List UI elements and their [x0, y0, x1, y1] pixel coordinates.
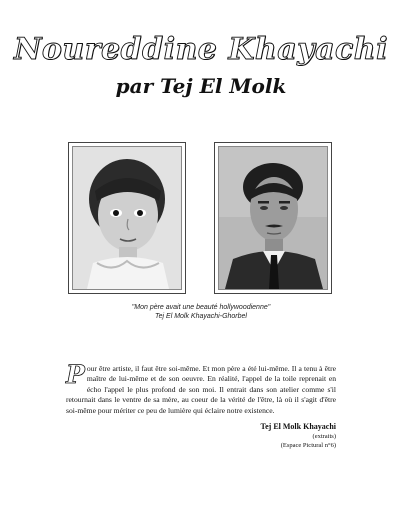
signature-name: Tej El Molk Khayachi — [260, 422, 336, 431]
signature-source: (Espace Pictural n°6) — [280, 442, 336, 449]
signature-note: (extraits) — [312, 433, 336, 440]
page-title: Noureddine Khayachi — [14, 32, 388, 67]
man-photo — [218, 146, 328, 290]
page-subtitle: par Tej El Molk — [115, 74, 287, 98]
body-paragraph — [66, 360, 336, 416]
signature-block — [196, 421, 336, 450]
child-photo-frame — [68, 142, 186, 294]
caption-attribution: Tej El Molk Khayachi-Ghorbel — [155, 313, 247, 320]
photo-caption — [0, 303, 402, 321]
man-photo-frame — [214, 142, 332, 294]
child-portrait-image — [73, 147, 181, 289]
drop-cap: P — [66, 360, 85, 389]
caption-quote: "Mon père avait une beauté hollywoodienne" — [131, 304, 271, 311]
body-text: our être artiste, il faut être soi-même. Et mon père a été lui-même. Il a tenu à être maître de lui-même et de son oeuvre. En réalité, l'appel de la toile reprenait en écho l'appel le plus profond de son moi. Il entrait dans son atelier comme s'il retournait dans le ventre de sa mère, au coeur de la vérité de l'être, là où il s'agit d'être soi-même pour mériter ce peu de lumière qui éclaire notre existence. — [66, 364, 336, 415]
child-photo — [72, 146, 182, 290]
man-portrait-image — [219, 147, 327, 289]
